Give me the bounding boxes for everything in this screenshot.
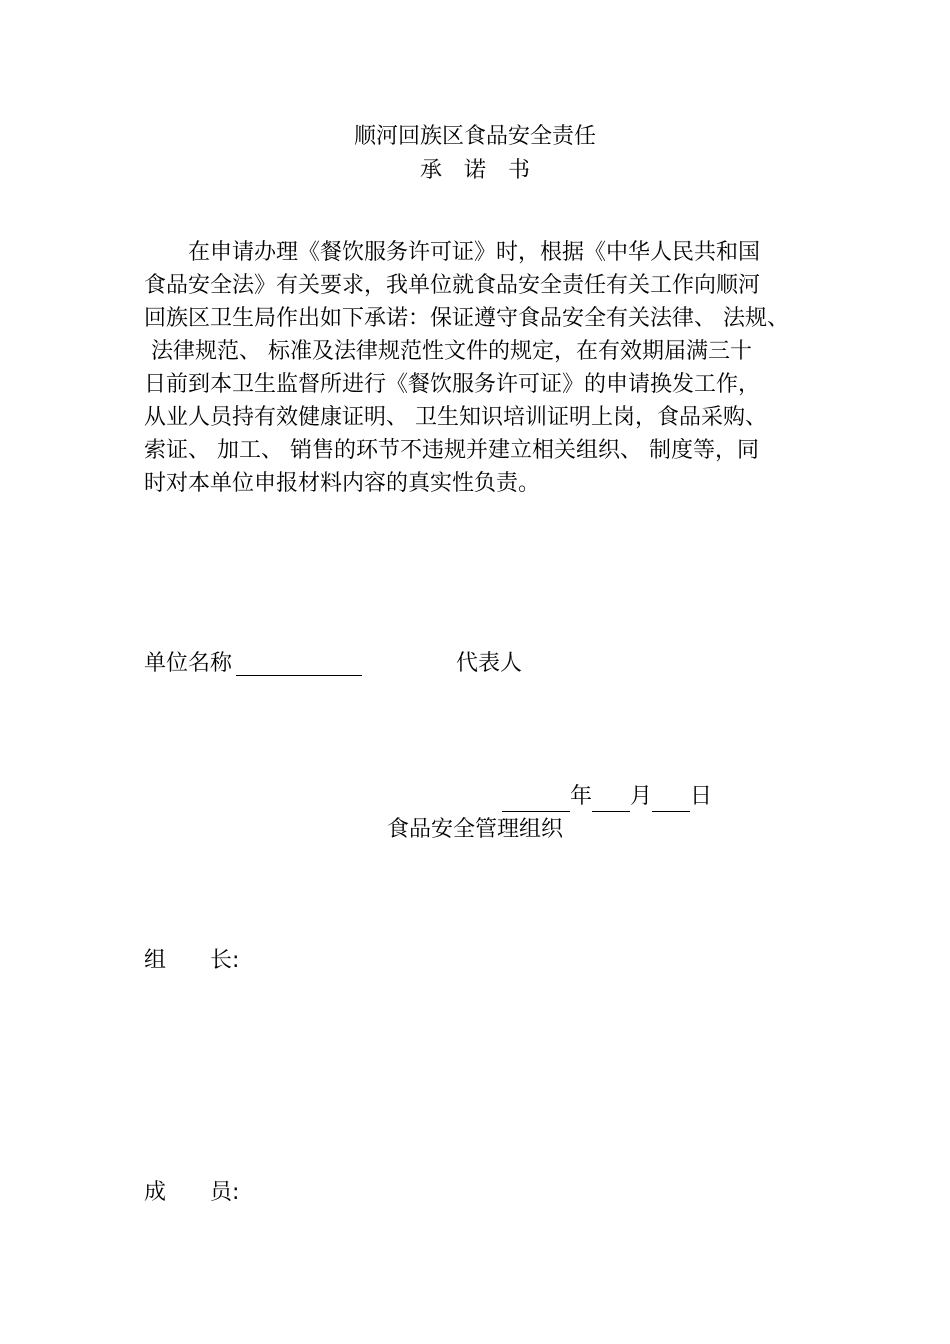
pledge-line: 从业人员持有效健康证明、 卫生知识培训证明上岗，食品采购、 — [144, 405, 767, 430]
pledge-line: 日前到本卫生监督所进行《餐饮服务许可证》的申请换发工作， — [144, 372, 761, 397]
pledge-body — [144, 236, 824, 500]
day-blank — [652, 787, 690, 812]
unit-name-label: 单位名称 — [144, 651, 233, 676]
year-label: 年 — [570, 784, 593, 809]
month-label: 月 — [630, 784, 653, 809]
year-blank — [502, 787, 570, 812]
leader-label: 组 长: — [144, 948, 240, 973]
member-label: 成 员: — [144, 1180, 240, 1205]
pledge-line: 索证、 加工、 销售的环节不违规并建立相关组织、 制度等，同 — [144, 438, 759, 463]
representative-label: 代表人 — [456, 651, 523, 676]
document-title: 顺河回族区食品安全责任 — [353, 124, 596, 149]
org-title: 食品安全管理组织 — [386, 817, 563, 842]
day-label: 日 — [690, 784, 713, 809]
document-subtitle: 承 诺 书 — [419, 158, 530, 183]
month-blank — [592, 787, 630, 812]
pledge-line: 食品安全法》有关要求，我单位就食品安全责任有关工作向顺河 — [144, 273, 761, 298]
date-line — [502, 782, 712, 812]
pledge-line: 时对本单位申报材料内容的真实性负责。 — [144, 471, 541, 496]
pledge-line: 在申请办理《餐饮服务许可证》时，根据《中华人民共和国 — [144, 240, 761, 265]
pledge-line: 法律规范、 标准及法律规范性文件的规定，在有效期届满三十 — [144, 339, 752, 364]
pledge-line: 回族区卫生局作出如下承诺：保证遵守食品安全有关法律、 法规、 — [144, 306, 789, 331]
unit-name-blank — [236, 675, 362, 676]
